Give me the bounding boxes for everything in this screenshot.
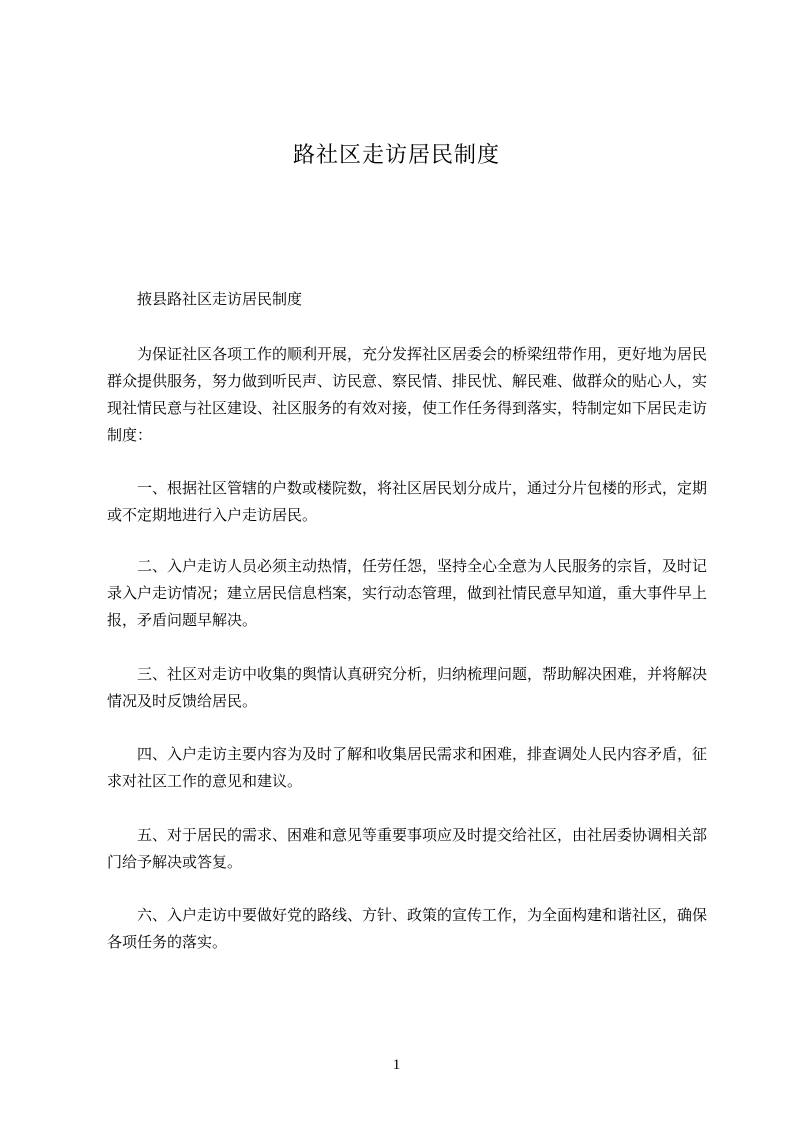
rule-paragraph-6: 六、入户走访中要做好党的路线、方针、政策的宣传工作，为全面构建和谐社区，确保各项任务的落实。 xyxy=(107,906,708,951)
rule-paragraph-3: 三、社区对走访中收集的舆情认真研究分析，归纳梳理问题，帮助解决困难，并将解决情况及时反馈给居民。 xyxy=(107,665,708,710)
rule-paragraph-1: 一、根据社区管辖的户数或楼院数，将社区居民划分成片，通过分片包楼的形式，定期或不定期地进行入户走访居民。 xyxy=(107,479,708,524)
page-number: 1 xyxy=(392,1057,401,1073)
rule-paragraph-2: 二、入户走访人员必须主动热情，任劳任怨，坚持全心全意为人民服务的宗旨，及时记录入户走访情况；建立居民信息档案，实行动态管理，做到社情民意早知道，重大事件早上报，矛盾问题早解决。 xyxy=(107,557,708,629)
rule-paragraph-4: 四、入户走访主要内容为及时了解和收集居民需求和困难，排查调处人民内容矛盾，征求对社区工作的意见和建议。 xyxy=(107,745,708,790)
document-title: 路社区走访居民制度 xyxy=(292,143,500,168)
intro-paragraph: 为保证社区各项工作的顺利开展，充分发挥社区居委会的桥梁纽带作用，更好地为居民群众提供服务，努力做到听民声、访民意、察民情、排民忧、解民难、做群众的贴心人，实现社情民意与社区建设、社区服务的有效对接，使工作任务得到落实，特制定如下居民走访制度： xyxy=(107,345,708,444)
document-subtitle: 掖县路社区走访居民制度 xyxy=(137,290,303,308)
rule-paragraph-5: 五、对于居民的需求、困难和意见等重要事项应及时提交给社区，由社居委协调相关部门给予解决或答复。 xyxy=(107,826,708,871)
